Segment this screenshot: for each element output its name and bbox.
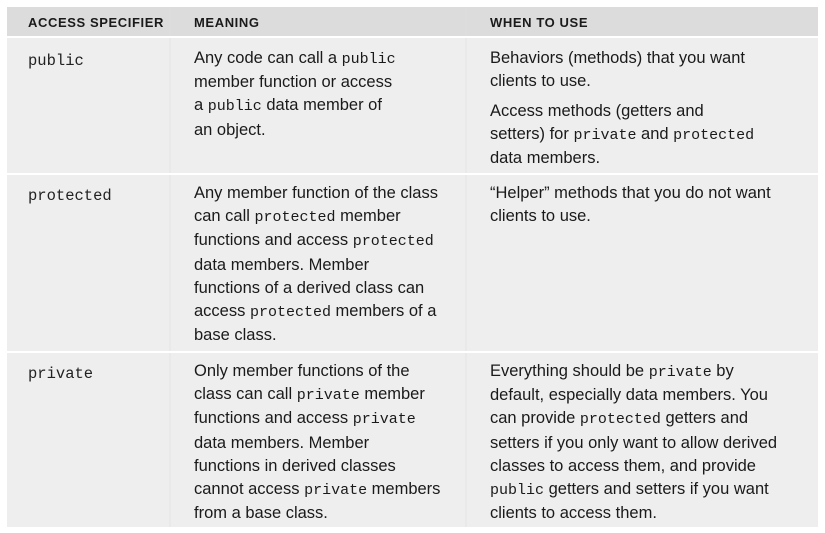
text-line: from a base class. <box>194 504 328 523</box>
header-when: WHEN TO USE <box>490 15 589 30</box>
text-line: class can call private member <box>194 385 425 405</box>
text-line: functions in derived classes <box>194 456 396 475</box>
specifier-keyword: protected <box>28 187 112 205</box>
meaning-text <box>194 182 438 347</box>
text-line: Access methods (getters and <box>490 102 704 120</box>
text-line: data members. Member <box>194 433 370 452</box>
header-cell-meaning <box>171 7 465 36</box>
text-line: functions and access protected <box>194 231 434 251</box>
specifier-cell <box>7 38 169 173</box>
when-cell <box>467 38 818 173</box>
text-line: base class. <box>194 326 277 345</box>
table-row <box>7 175 818 351</box>
text-line: setters) for private and protected <box>490 125 755 145</box>
text-line: can call protected member <box>194 207 401 227</box>
meaning-text <box>194 47 396 142</box>
header-cell-specifier <box>7 7 169 36</box>
text-line: default, especially data members. You <box>490 386 768 405</box>
text-line: a public data member of <box>194 96 382 116</box>
when-cell <box>467 175 818 351</box>
text-line: Any code can call a public <box>194 49 396 68</box>
text-line: classes to access them, and provide <box>490 456 756 475</box>
specifier-keyword: public <box>28 52 84 70</box>
access-specifier-table <box>7 7 818 529</box>
when-text-2 <box>490 100 754 171</box>
text-line: an object. <box>194 120 266 139</box>
when-text <box>490 360 777 525</box>
header-specifier: ACCESS SPECIFIER <box>28 15 165 30</box>
text-line: clients to access them. <box>490 504 657 523</box>
specifier-cell <box>7 353 169 527</box>
table-header-row <box>7 7 818 36</box>
text-line: cannot access private members <box>194 480 441 500</box>
meaning-cell <box>171 353 465 527</box>
when-text <box>490 47 745 93</box>
table-row <box>7 38 818 173</box>
text-line: setters if you only want to allow derived <box>490 433 778 452</box>
text-line: “Helper” methods that you do not want <box>490 184 771 202</box>
table-row <box>7 353 818 527</box>
specifier-cell <box>7 175 169 351</box>
text-line: clients to use. <box>490 72 591 91</box>
header-meaning: MEANING <box>194 15 260 30</box>
text-line: functions and access private <box>194 409 416 429</box>
meaning-text <box>194 360 440 525</box>
header-cell-when <box>467 7 818 36</box>
text-line: data members. Member <box>194 255 370 274</box>
specifier-keyword: private <box>28 365 94 383</box>
meaning-cell <box>171 175 465 351</box>
text-line: clients to use. <box>490 207 591 226</box>
text-line: can provide protected getters and <box>490 409 749 429</box>
when-text <box>490 182 771 228</box>
text-line: member function or access <box>194 73 393 92</box>
text-line: Everything should be private by <box>490 362 734 381</box>
text-line: access protected members of a <box>194 302 437 322</box>
meaning-cell <box>171 38 465 173</box>
text-line: Only member functions of the <box>194 362 410 380</box>
when-cell <box>467 353 818 527</box>
text-line: Any member function of the class <box>194 184 438 202</box>
text-line: public getters and setters if you want <box>490 480 769 500</box>
text-line: data members. <box>490 149 601 168</box>
text-line: functions of a derived class can <box>194 278 425 297</box>
text-line: Behaviors (methods) that you want <box>490 49 745 67</box>
